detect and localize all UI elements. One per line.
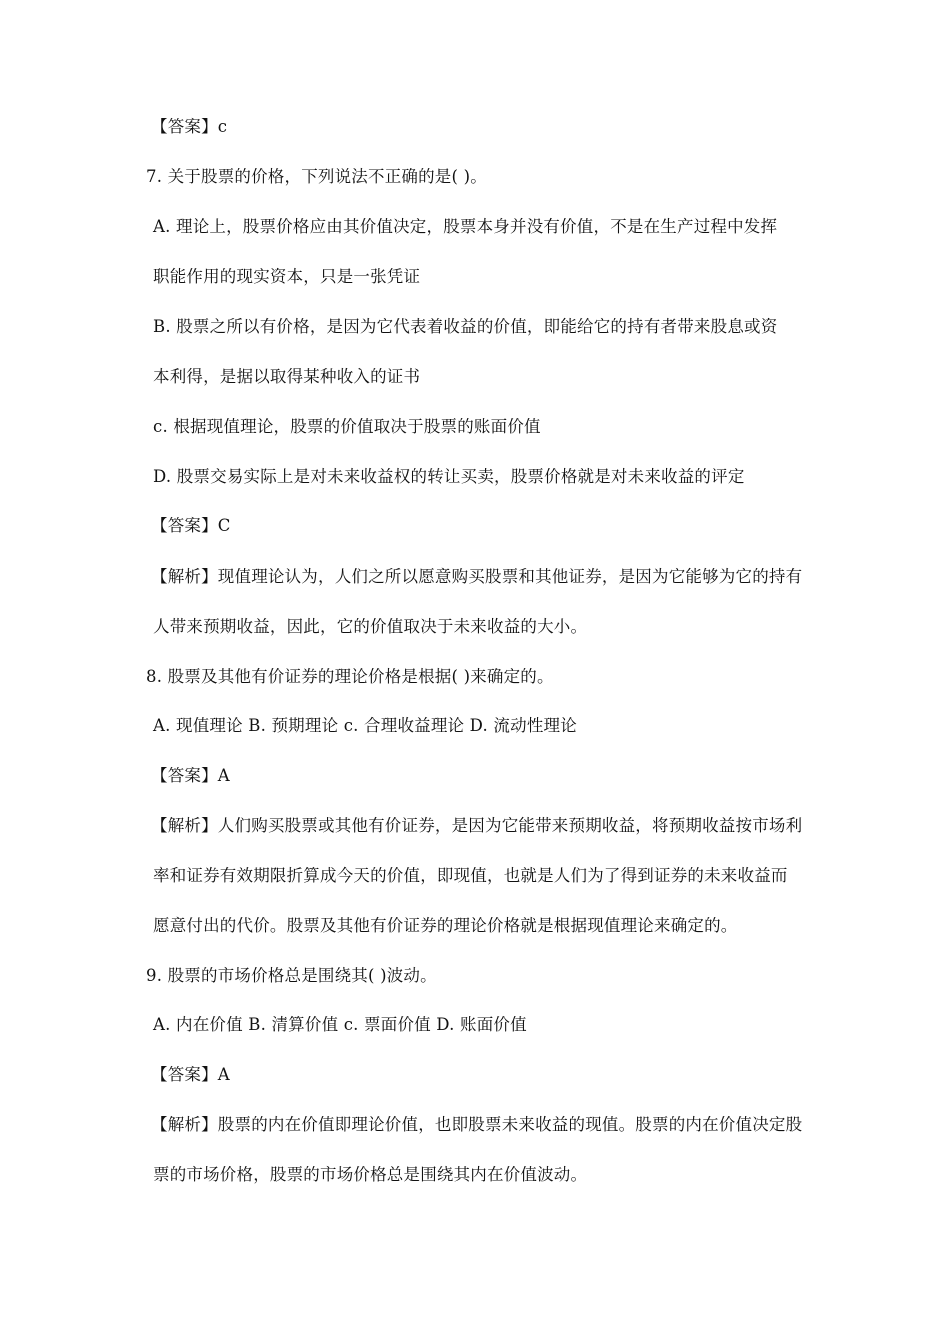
options-line: A. 现值理论 B. 预期理论 c. 合理收益理论 D. 流动性理论	[153, 716, 577, 735]
explanation-line-2: 人带来预期收益，因此，它的价值取决于未来收益的大小。	[153, 617, 588, 636]
option-a-line-2: 职能作用的现实资本，只是一张凭证	[153, 267, 421, 286]
options-line: A. 内在价值 B. 清算价值 c. 票面价值 D. 账面价值	[153, 1015, 527, 1034]
answer-line: 【答案】C	[151, 516, 231, 535]
explanation-line-2: 率和证券有效期限折算成今天的价值，即现值，也就是人们为了得到证券的未来收益而	[153, 866, 788, 885]
option-a-line-1: A. 理论上，股票价格应由其价值决定，股票本身并没有价值，不是在生产过程中发挥	[153, 217, 778, 236]
explanation-line-1: 【解析】现值理论认为，人们之所以愿意购买股票和其他证券，是因为它能够为它的持有	[151, 567, 803, 586]
explanation-line-1: 【解析】人们购买股票或其他有价证券，是因为它能带来预期收益，将预期收益按市场利	[151, 816, 803, 835]
option-d: D. 股票交易实际上是对未来收益权的转让买卖，股票价格就是对未来收益的评定	[153, 467, 745, 486]
explanation-line-1: 【解析】股票的内在价值即理论价值，也即股票未来收益的现值。股票的内在价值决定股	[151, 1115, 803, 1134]
answer-line: 【答案】c	[151, 117, 228, 136]
explanation-line-3: 愿意付出的代价。股票及其他有价证券的理论价格就是根据现值理论来确定的。	[153, 916, 738, 935]
explanation-line-2: 票的市场价格，股票的市场价格总是围绕其内在价值波动。	[153, 1165, 588, 1184]
question-8: 8. 股票及其他有价证券的理论价格是根据( )来确定的。	[146, 667, 554, 686]
option-b-line-1: B. 股票之所以有价格，是因为它代表着收益的价值，即能给它的持有者带来股息或资	[153, 317, 778, 336]
answer-line: 【答案】A	[151, 766, 230, 785]
question-9: 9. 股票的市场价格总是围绕其( )波动。	[146, 966, 437, 985]
option-b-line-2: 本利得，是据以取得某种收入的证书	[153, 367, 421, 386]
question-7: 7. 关于股票的价格，下列说法不正确的是( )。	[146, 167, 487, 186]
option-c: c. 根据现值理论，股票的价值取决于股票的账面价值	[153, 417, 541, 436]
answer-line: 【答案】A	[151, 1065, 230, 1084]
